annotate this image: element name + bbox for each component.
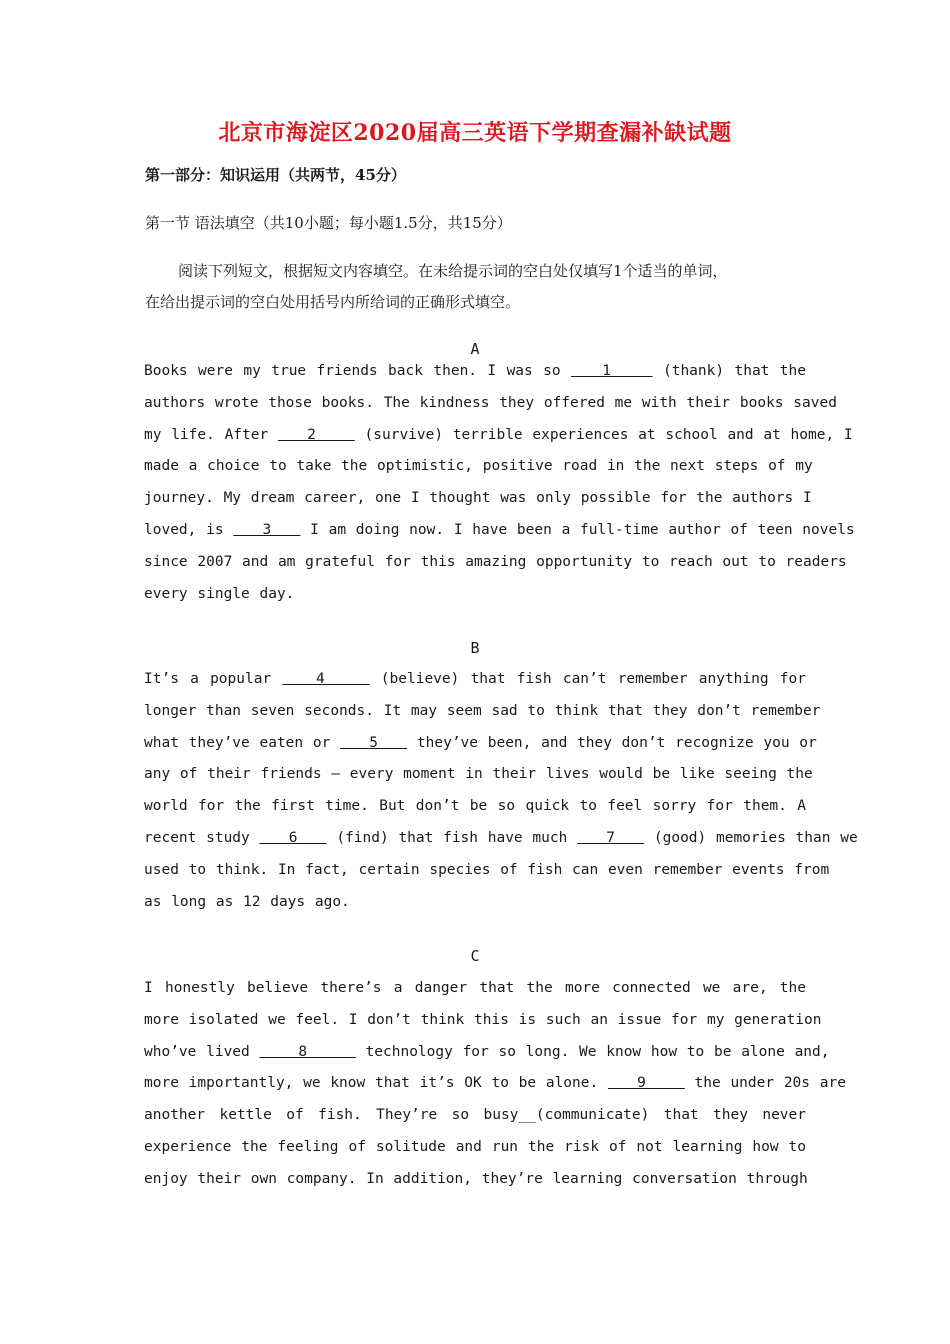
passage-text: more importantly, we know that it’s OK to be alone. [144,1075,608,1092]
passage-text: recent study [144,829,260,846]
passage-line [144,1005,822,1037]
passage-line [144,664,806,696]
passage-line [144,823,858,855]
passage-text: (believe) that fish can’t remember anything for [369,671,806,687]
passage-text: (thank) that the [652,363,806,379]
passage-line [144,420,853,452]
passage-line [144,759,813,791]
passage-line [144,1100,806,1132]
passage-text: (survive) terrible experiences at school and at home, I [354,426,853,443]
passage-text: I am doing now. I have been a full-time author of teen novels [300,521,855,538]
passage-text: longer than seven seconds. It may seem sad to think that they don’t remember [144,702,821,719]
passage-line [144,579,806,611]
answer-blank: 9 [607,1075,685,1092]
passage-line [144,728,817,760]
passage-text: I honestly believe there’s a danger that the more connected we are, the [144,980,806,996]
passage-line [144,1132,806,1164]
passage-line [144,1037,830,1069]
passage-text: what they’ve eaten or [144,734,341,751]
passage-line [144,388,837,420]
passage-line [144,855,830,887]
passage-text: my life. After [144,426,278,443]
passage-text: technology for so long. We know how to be alone and, [355,1043,830,1060]
part-heading: 第一部分：知识运用（共两节，45分） [145,166,406,184]
answer-blank: 6 [259,829,327,846]
passage-b [144,664,858,918]
passage-letter-a: A [470,340,480,358]
passage-line [144,1068,846,1100]
passage-letter-b: B [470,639,480,657]
passage-line [144,483,812,515]
passage-text: who’ve lived [144,1043,260,1060]
passage-line [144,451,813,483]
passage-text: as long as 12 days ago. [144,893,350,910]
passage-line [144,515,855,547]
passage-line [144,973,806,1005]
passage-line [144,887,806,919]
answer-blank: 2 [277,426,355,443]
answer-blank: 4 [282,671,370,687]
section-heading: 第一节 语法填空（共10小题；每小题1.5分，共15分） [145,214,512,232]
passage-text: It’s a popular [144,671,283,687]
answer-blank: 7 [577,829,645,846]
passage-line [144,547,847,579]
passage-text: authors wrote those books. The kindness they offered me with their books saved [144,394,837,411]
answer-blank: 1 [571,363,653,379]
passage-text: used to think. In fact, certain species of fish can even remember events from [144,861,830,878]
passage-line [144,356,806,388]
answer-blank: 5 [340,734,408,751]
passage-letter-c: C [470,947,480,965]
passage-text: they’ve been, and they don’t recognize you or [407,734,817,751]
passage-text: loved, is [144,521,234,538]
passage-text: (good) memories than we [644,829,858,846]
answer-blank: 8 [259,1043,356,1060]
instruction-line: 阅读下列短文，根据短文内容填空。在未给提示词的空白处仅填写1个适当的单词， [178,262,728,280]
passage-line [144,1164,806,1196]
passage-text: more isolated we feel. I don’t think this is such an issue for my generation [144,1011,822,1028]
answer-blank: 3 [233,521,301,538]
passage-text: another kettle of fish. They’re so busy__(communicate) that they never [144,1107,806,1124]
passage-text: made a choice to take the optimistic, positive road in the next steps of my [144,458,813,475]
passage-text: world for the first time. But don’t be so quick to feel sorry for them. A [144,798,806,815]
passage-text: journey. My dream career, one I thought was only possible for the authors I [144,490,812,507]
passage-text: every single day. [144,585,295,602]
document-title: 北京市海淀区2020届高三英语下学期查漏补缺试题 [218,120,732,146]
passage-text: Books were my true friends back then. I was so [144,363,572,379]
passage-line [144,791,806,823]
instructions [145,256,807,318]
passage-a [144,356,855,610]
passage-text: experience the feeling of solitude and run the risk of not learning how to [144,1138,806,1155]
passage-text: enjoy their own company. In addition, they’re learning conversation through [144,1170,808,1187]
passage-text: (find) that fish have much [326,829,578,846]
passage-line [144,696,821,728]
passage-text: the under 20s are [684,1075,846,1092]
instruction-line: 在给出提示词的空白处用括号内所给词的正确形式填空。 [145,293,521,311]
passage-text: since 2007 and am grateful for this amazing opportunity to reach out to readers [144,553,847,570]
passage-c [144,973,846,1196]
passage-text: any of their friends – every moment in their lives would be like seeing the [144,766,813,783]
